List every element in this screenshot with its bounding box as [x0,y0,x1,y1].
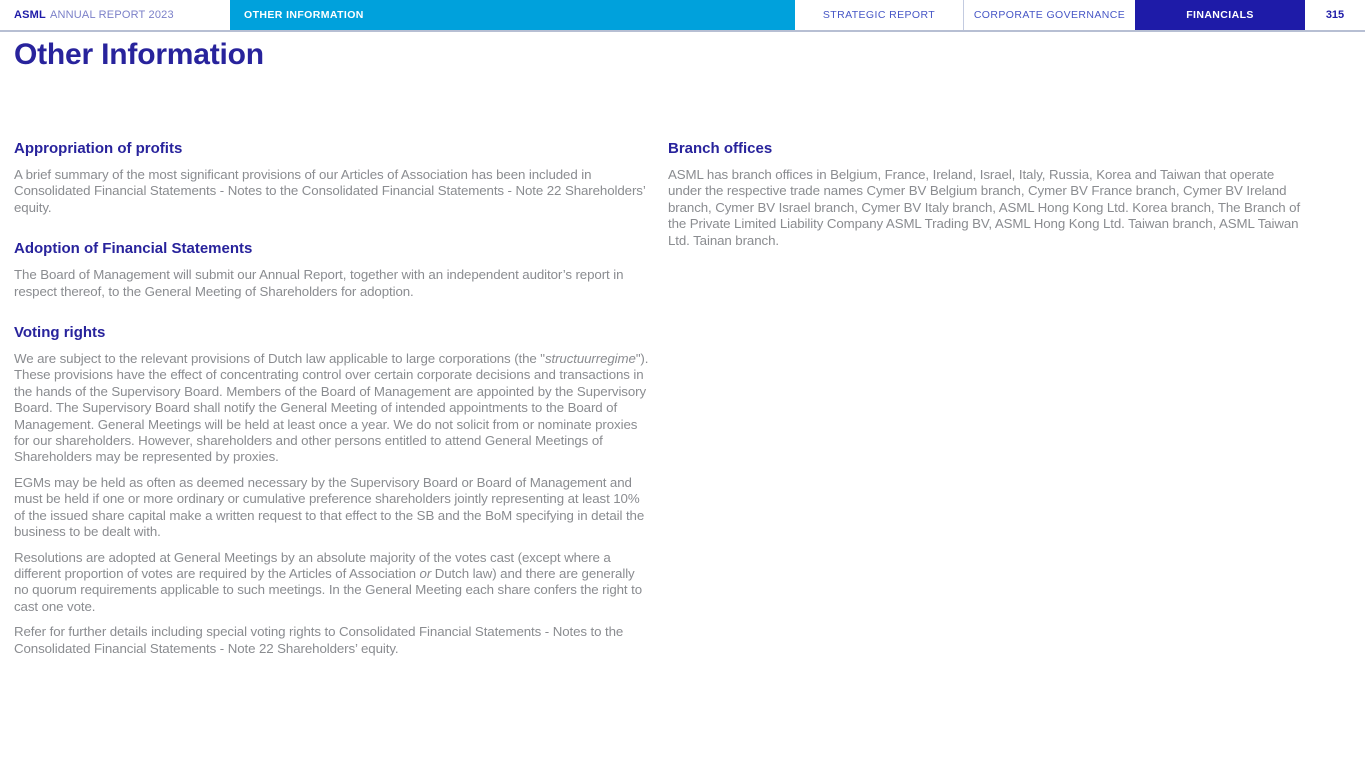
section-heading: Branch offices [668,140,773,157]
body-paragraph: EGMs may be held as often as deemed necessary by the Supervisory Board or Board of Management and must be held if one or more ordinary or cumulative preference shareholders jointly representing at least 10% of the issued share capital make a written request to that effect to the SB and the BoM specifying in detail the business to be dealt with. [14,474,645,540]
left-column [14,140,651,666]
content-section [14,324,651,657]
body-paragraph: The Board of Management will submit our Annual Report, together with an independent auditor’s report in respect thereof, to the General Meeting of Shareholders for adoption. [14,267,624,299]
right-column [668,140,1309,666]
section-heading: Voting rights [14,324,106,342]
body-paragraph: Resolutions are adopted at General Meetings by an absolute majority of the votes cast (except where a different proportion of votes are required by the Articles of Association or Dutch law) and there are generally no quorum requirements applicable to such meetings. In the General Meeting each share confers the right to cast one vote. [14,549,643,614]
two-column-layout [14,140,1351,666]
asml-logo-text: ASML [14,9,46,21]
page-number: 315 [1325,9,1345,21]
body-paragraph: A brief summary of the most significant provisions of our Articles of Association has been included in Consolidated Financial Statements - Notes to the Consolidated Financial Statements - Note 22 Shareholders’ equity. [14,167,646,215]
content-section [668,140,1309,249]
tab-other-information[interactable] [230,0,795,30]
section-heading: Adoption of Financial Statements [14,240,253,258]
annual-report-label: ANNUAL REPORT 2023 [49,9,174,21]
top-nav-bar [0,0,1365,32]
content-section [14,240,651,300]
body-paragraph: Refer for further details including special voting rights to Consolidated Financial Statements - Notes to the Consolidated Financial Statements - Note 22 Shareholders’ equity. [14,624,624,656]
tab-strategic-report[interactable]: STRATEGIC REPORT [795,0,964,30]
tab-corporate-governance[interactable]: CORPORATE GOVERNANCE [973,9,1126,21]
tab-other-information-label: OTHER INFORMATION [244,9,364,21]
page-title: Other Information [14,38,264,71]
body-paragraph: ASML has branch offices in Belgium, France, Ireland, Israel, Italy, Russia, Korea and Taiwan that operate under the respective trade names Cymer BV Belgium branch, Cymer BV France branch, Cymer BV Ireland branch, Cymer BV Israel branch, Cymer BV Italy branch, ASML Hong Kong Ltd. Korea branch, The Branch of the Private Limited Liability Company ASML Trading BV, ASML Hong Kong Ltd. Taiwan branch, ASML Taiwan Ltd. Tainan branch. [668,167,1301,248]
tab-financials[interactable]: FINANCIALS [1135,0,1305,30]
page-content [0,38,1365,666]
tab-annual-report[interactable] [0,0,230,30]
section-heading: Appropriation of profits [14,140,183,157]
content-section [14,140,651,216]
body-paragraph: We are subject to the relevant provisions of Dutch law applicable to large corporations (the "structuurregime"). These provisions have the effect of concentrating control over certain corporate decisions and transactions in the hands of the Supervisory Board. Members of the Board of Management are appointed by the Supervisory Board. The Supervisory Board shall notify the General Meeting of intended appointments to the Board of Management. General Meetings will be held at least once a year. We do not solicit from or nominate proxies for our shareholders. However, shareholders and other persons entitled to attend General Meetings of Shareholders may be represented by proxies. [14,351,649,465]
